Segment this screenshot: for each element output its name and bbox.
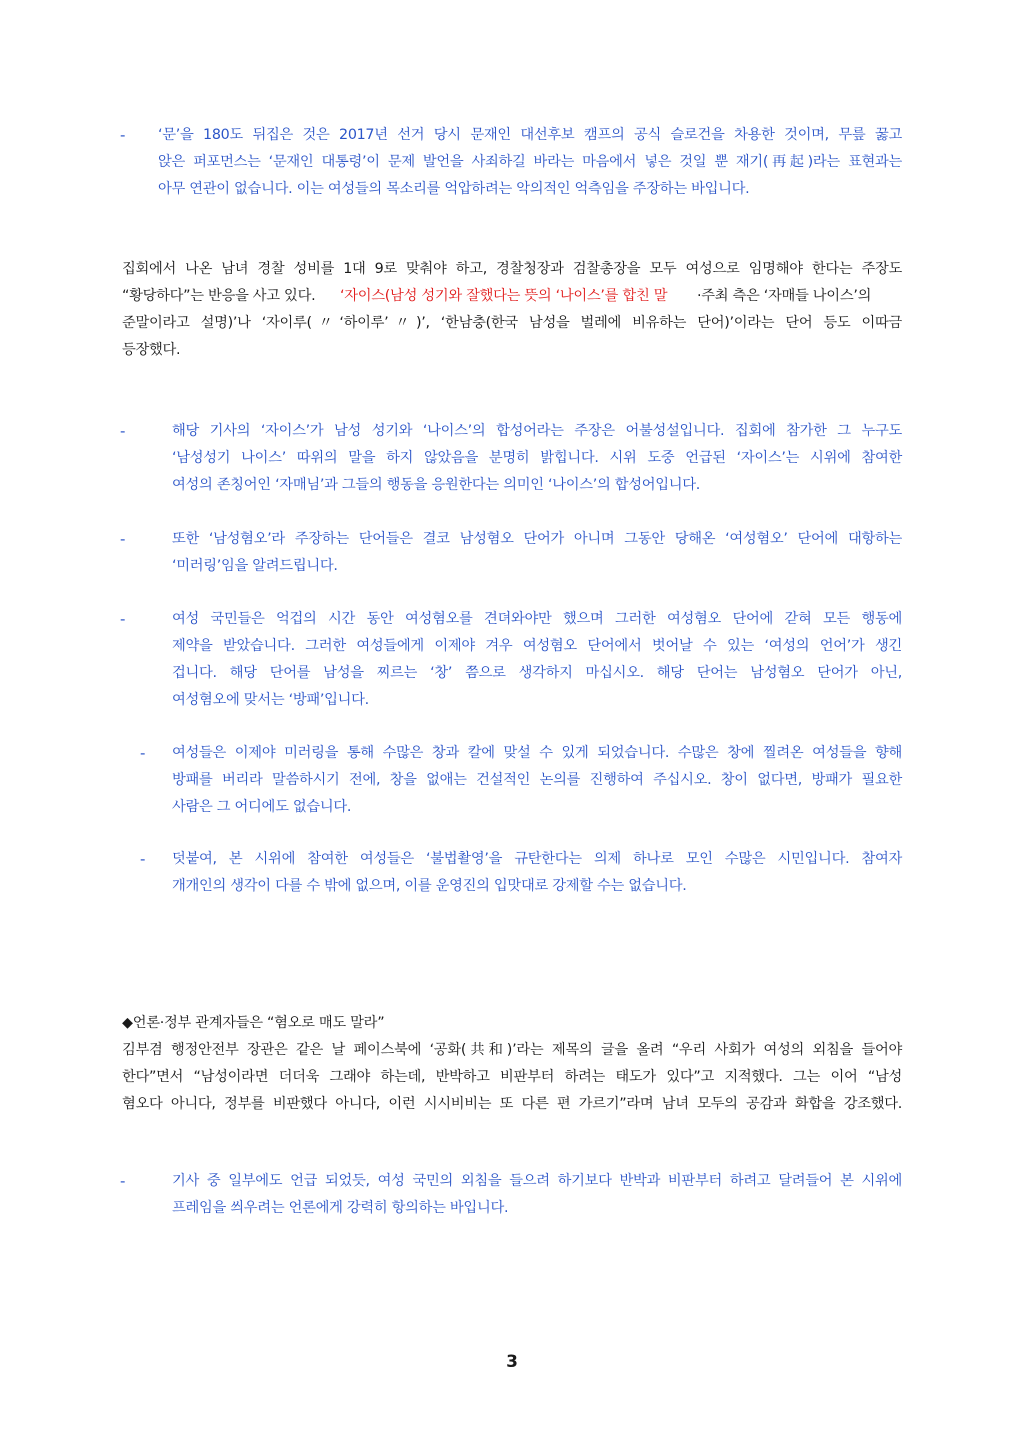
paragraph-line: 또한 ‘남성혐오’라 주장하는 단어들은 결코 남성혐오 단어가 아니며 그동안 당해온 ‘여성혐오’ 단어에 대항하는 <box>172 531 902 547</box>
paragraph-line: 앉은 퍼포먼스는 ‘문재인 대통령’이 문제 발언을 사죄하길 바라는 마음에서 넣은 것일 뿐 재기(再起)라는 표현과는 <box>158 154 902 170</box>
list-dash: - <box>120 126 126 144</box>
paragraph-line: 방패를 버리라 말씀하시기 전에, 창을 없애는 건설적인 논의를 진행하여 주십시오. 창이 없다면, 방패가 필요한 <box>172 772 902 788</box>
paragraph-line: 기사 중 일부에도 언급 되었듯, 여성 국민의 외침을 들으려 하기보다 반박과 비판부터 하려고 달려들어 본 시위에 <box>172 1173 902 1189</box>
paragraph-line: 김부겸 행정안전부 장관은 같은 날 페이스북에 ‘공화(共和)’라는 제목의 글을 올려 “우리 사회가 여성의 외침을 들어야 <box>122 1042 902 1058</box>
paragraph-line: 해당 기사의 ‘자이스’가 남성 성기와 ‘나이스’의 합성어라는 주장은 어불성설입니다. 집회에 참가한 그 누구도 <box>172 423 902 439</box>
list-dash: - <box>140 744 146 762</box>
article-quote-1 <box>0 256 1024 364</box>
paragraph-line: 프레임을 씌우려는 언론에게 강력히 항의하는 바입니다. <box>172 1200 509 1216</box>
paragraph-line: 아무 연관이 없습니다. 이는 여성들의 목소리를 억압하려는 악의적인 억측임을 주장하는 바입니다. <box>158 181 750 197</box>
paragraph-line: 개개인의 생각이 다를 수 밖에 없으며, 이를 운영진의 입맛대로 강제할 수는 없습니다. <box>172 878 687 894</box>
rebuttal-paragraph-4 <box>0 606 1024 714</box>
paragraph-line: 사람은 그 어디에도 없습니다. <box>172 799 352 815</box>
page-number: 3 <box>506 1352 518 1372</box>
paragraph-line: 혐오다 아니다, 정부를 비판했다 아니다, 이런 시시비비는 또 다른 편 가르기”라며 남녀 모두의 공감과 화합을 강조했다. <box>122 1096 902 1112</box>
paragraph-line: “황당하다”는 반응을 사고 있다. <box>122 288 316 304</box>
list-dash: - <box>120 422 126 440</box>
paragraph-line: 준말이라고 설명)’나 ‘자이루(〃‘하이루’〃)’, ‘한남충(한국 남성을 벌레에 비유하는 단어)’이라는 단어 등도 이따금 <box>122 315 902 331</box>
paragraph-line: 여성의 존칭어인 ‘자매님’과 그들의 행동을 응원한다는 의미인 ‘나이스’의 합성어입니다. <box>172 477 701 493</box>
rebuttal-paragraph-6 <box>0 846 1024 900</box>
paragraph-line: ‘미러링’임을 알려드립니다. <box>172 558 338 574</box>
rebuttal-paragraph-5 <box>0 740 1024 821</box>
rebuttal-paragraph-3 <box>0 526 1024 580</box>
list-dash: - <box>120 610 126 628</box>
paragraph-line: 제약을 받았습니다. 그러한 여성들에게 이제야 겨우 여성혐오 단어에서 벗어날 수 있는 ‘여성의 언어’가 생긴 <box>172 638 902 654</box>
list-dash: - <box>120 1172 126 1190</box>
section-heading: ◆언론·정부 관계자들은 “혐오로 매도 말라” <box>122 1015 385 1031</box>
paragraph-line: ‘남성성기 나이스’ 따위의 말을 하지 않았음을 분명히 밝힙니다. 시위 도중 언급된 ‘자이스’는 시위에 참여한 <box>172 450 902 466</box>
highlighted-text: ‘자이스(남성 성기와 잘했다는 뜻의 ‘나이스’를 합친 말 <box>340 288 668 304</box>
paragraph-line: 덧붙여, 본 시위에 참여한 여성들은 ‘불법촬영’을 규탄한다는 의제 하나로 모인 수많은 시민입니다. 참여자 <box>172 851 902 867</box>
paragraph-line: 여성 국민들은 억겁의 시간 동안 여성혐오를 견뎌와야만 했으며 그러한 여성혐오 단어에 갇혀 모든 행동에 <box>172 611 902 627</box>
paragraph-line: 겁니다. 해당 단어를 남성을 찌르는 ‘창’ 쯤으로 생각하지 마십시오. 해당 단어는 남성혐오 단어가 아닌, <box>172 665 902 681</box>
paragraph-line: 한다”면서 “남성이라면 더더욱 그래야 하는데, 반박하고 비판부터 하려는 태도가 있다”고 지적했다. 그는 이어 “남성 <box>122 1069 902 1085</box>
paragraph-line: 여성들은 이제야 미러링을 통해 수많은 창과 칼에 맞설 수 있게 되었습니다. 수많은 창에 찔려온 여성들을 향해 <box>172 745 902 761</box>
rebuttal-paragraph-1 <box>0 122 1024 203</box>
list-dash: - <box>120 530 126 548</box>
list-dash: - <box>140 850 146 868</box>
paragraph-line: 집회에서 나온 남녀 경찰 성비를 1대 9로 맞춰야 하고, 경찰청장과 검찰총장을 모두 여성으로 임명해야 한다는 주장도 <box>122 261 902 277</box>
paragraph-line: ‘문’을 180도 뒤집은 것은 2017년 선거 당시 문재인 대선후보 캠프의 공식 슬로건을 차용한 것이며, 무릎 꿇고 <box>158 127 902 143</box>
paragraph-line: ·주최 측은 ‘자매들 나이스’의 <box>697 288 872 304</box>
paragraph-line: 등장했다. <box>122 342 181 358</box>
rebuttal-paragraph-2 <box>0 418 1024 499</box>
paragraph-line: 여성혐오에 맞서는 ‘방패’입니다. <box>172 692 369 708</box>
article-quote-2 <box>0 1010 1024 1118</box>
rebuttal-paragraph-7 <box>0 1168 1024 1222</box>
